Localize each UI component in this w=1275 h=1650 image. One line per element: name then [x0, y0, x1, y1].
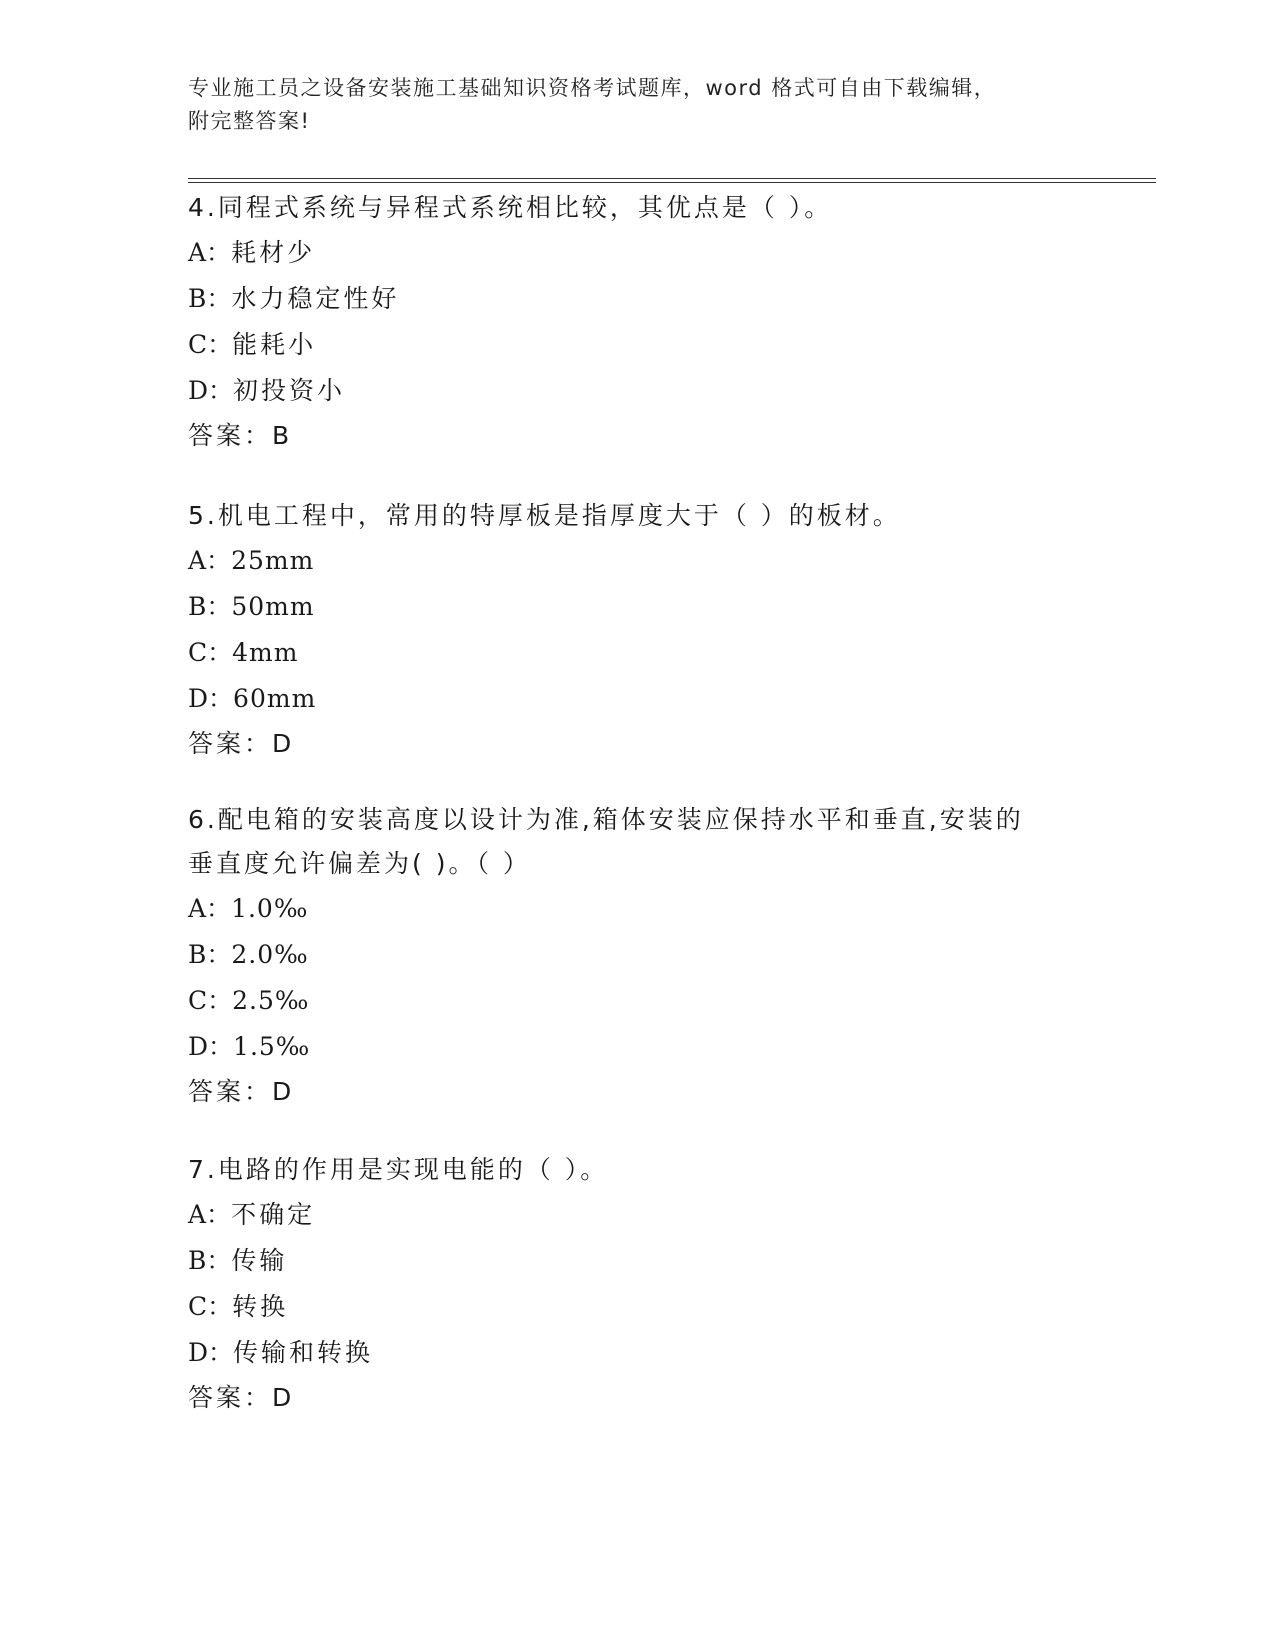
option-c [188, 978, 1148, 1024]
question-7 [188, 1148, 1148, 1420]
question-6 [188, 798, 1148, 1114]
option-key: B： [188, 284, 232, 313]
option-text: 1.5‰ [233, 1032, 311, 1061]
option-a [188, 886, 1148, 932]
question-stem: 5.机电工程中，常用的特厚板是指厚度大于（ ）的板材。 [188, 501, 901, 530]
answer-value: D [272, 1077, 293, 1106]
answer-value: D [272, 729, 293, 758]
answer-label: 答案： [188, 421, 273, 450]
option-d [188, 676, 1148, 722]
document-header [188, 72, 1068, 138]
answer-line [188, 1376, 1148, 1420]
option-key: D： [188, 1032, 234, 1061]
option-a [188, 538, 1148, 584]
question-stem: 4.同程式系统与异程式系统相比较，其优点是（ ）。 [188, 193, 833, 222]
question-stem-line-1: 6.配电箱的安装高度以设计为准,箱体安装应保持水平和垂直,安装的 [188, 805, 1024, 834]
option-key: D： [188, 684, 234, 713]
option-text: 1.0‰ [231, 894, 309, 923]
option-key: C： [188, 330, 233, 359]
option-c [188, 630, 1148, 676]
option-a [188, 1192, 1148, 1238]
option-key: C： [188, 1292, 233, 1321]
question-stem: 7.电路的作用是实现电能的（ ）。 [188, 1155, 609, 1184]
option-b [188, 1238, 1148, 1284]
option-key: D： [188, 376, 234, 405]
option-key: B： [188, 940, 232, 969]
answer-line [188, 1070, 1148, 1114]
option-text: 能耗小 [232, 330, 317, 359]
header-divider-top [188, 178, 1156, 179]
answer-label: 答案： [188, 1077, 273, 1106]
option-b [188, 276, 1148, 322]
option-text: 初投资小 [233, 376, 346, 405]
answer-label: 答案： [188, 729, 273, 758]
option-b [188, 932, 1148, 978]
option-text: 2.5‰ [232, 986, 310, 1015]
option-text: 传输和转换 [233, 1338, 374, 1367]
option-key: C： [188, 638, 233, 667]
answer-line [188, 414, 1148, 458]
answer-label: 答案： [188, 1383, 273, 1412]
option-b [188, 584, 1148, 630]
option-text: 耗材少 [231, 238, 316, 267]
question-5 [188, 494, 1148, 766]
option-c [188, 1284, 1148, 1330]
option-key: A： [188, 546, 232, 575]
option-text: 50mm [231, 592, 315, 621]
header-line-2: 附完整答案! [188, 109, 311, 133]
option-c [188, 322, 1148, 368]
option-key: C： [188, 986, 233, 1015]
option-text: 传输 [231, 1246, 288, 1275]
option-key: B： [188, 1246, 232, 1275]
option-d [188, 1024, 1148, 1070]
option-text: 25mm [231, 546, 315, 575]
answer-value: D [272, 1383, 293, 1412]
question-4 [188, 186, 1148, 458]
option-text: 水力稳定性好 [231, 284, 400, 313]
option-key: A： [188, 1200, 232, 1229]
option-d [188, 1330, 1148, 1376]
option-key: D： [188, 1338, 234, 1367]
answer-value: B [272, 421, 291, 450]
option-key: A： [188, 894, 232, 923]
header-divider-bottom [188, 182, 1156, 183]
option-text: 60mm [233, 684, 317, 713]
option-key: B： [188, 592, 232, 621]
option-a [188, 230, 1148, 276]
option-text: 4mm [232, 638, 299, 667]
option-text: 2.0‰ [231, 940, 309, 969]
header-line-1: 专业施工员之设备安装施工基础知识资格考试题库，word 格式可自由下载编辑， [188, 76, 997, 100]
answer-line [188, 722, 1148, 766]
option-key: A： [188, 238, 232, 267]
option-text: 转换 [232, 1292, 289, 1321]
option-d [188, 368, 1148, 414]
question-stem-line-2: 垂直度允许偏差为( )。（ ） [188, 849, 531, 878]
option-text: 不确定 [231, 1200, 316, 1229]
